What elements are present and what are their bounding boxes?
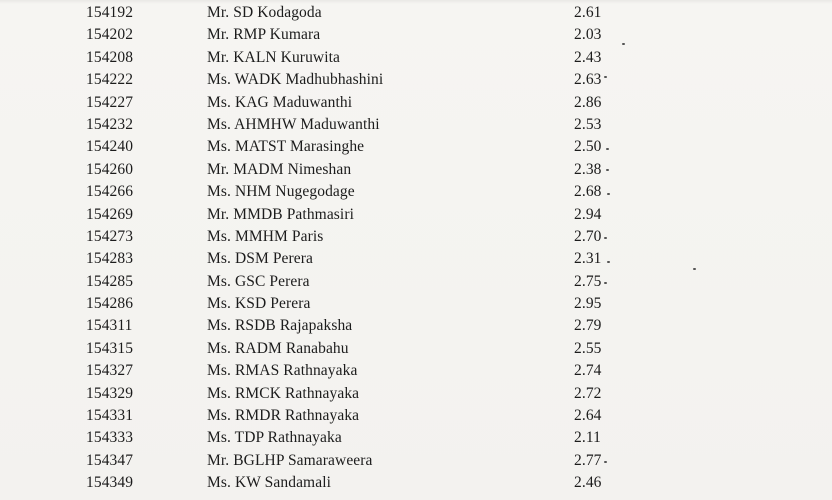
student-name: Mr. MADM Nimeshan [207, 160, 352, 178]
gpa-value: 2.95 [574, 295, 602, 313]
gpa-value: 2.11 [574, 429, 601, 447]
gpa-value: 2.03 [574, 26, 602, 44]
scan-speck [604, 237, 607, 239]
table-row [0, 472, 832, 494]
student-name: Mr. RMP Kumara [207, 26, 321, 44]
gpa-value: 2.79 [574, 317, 602, 335]
table-row [0, 159, 832, 181]
table-row [0, 248, 832, 270]
scan-speck [606, 148, 609, 150]
gpa-value: 2.55 [574, 339, 602, 357]
scan-speck [622, 43, 625, 45]
table-row [0, 360, 832, 382]
registration-number: 154266 [86, 183, 134, 201]
scan-speck [607, 193, 610, 195]
gpa-value: 2.94 [574, 205, 602, 223]
student-name: Mr. SD Kodagoda [207, 4, 322, 21]
registration-number: 154349 [86, 474, 134, 492]
registration-number: 154208 [86, 48, 134, 66]
registration-number: 154285 [86, 272, 134, 290]
registration-number: 154347 [86, 451, 134, 469]
student-name: Ms. WADK Madhubhashini [207, 71, 384, 89]
table-row [0, 204, 832, 226]
scan-speck [604, 461, 607, 463]
registration-number: 154192 [86, 4, 134, 21]
student-name: Ms. KW Sandamali [207, 474, 332, 492]
table-row [0, 338, 832, 360]
gpa-value: 2.70 [574, 227, 602, 245]
registration-number: 154222 [86, 71, 134, 89]
table-row [0, 427, 832, 449]
table-row [0, 315, 832, 337]
table-row [0, 24, 832, 46]
student-name: Ms. KSD Perera [207, 295, 311, 313]
table-row [0, 92, 832, 114]
gpa-value: 2.77 [574, 451, 602, 469]
scan-speck [607, 261, 610, 263]
student-name: Ms. NHM Nugegodage [207, 183, 355, 201]
scan-speck [604, 282, 607, 284]
registration-number: 154329 [86, 384, 134, 402]
table-row [0, 293, 832, 315]
registration-number: 154260 [86, 160, 134, 178]
gpa-value: 2.31 [574, 250, 602, 268]
table-row [0, 69, 832, 91]
registration-number: 154327 [86, 362, 134, 380]
gpa-value: 2.61 [574, 4, 602, 21]
registration-number: 154227 [86, 93, 134, 111]
student-name: Ms. GSC Perera [207, 272, 310, 290]
gpa-value: 2.75 [574, 272, 602, 290]
scan-speck [693, 268, 696, 270]
student-name: Ms. RMCK Rathnayaka [207, 384, 360, 402]
table-row [0, 450, 832, 472]
student-name: Mr. BGLHP Samaraweera [207, 451, 373, 469]
registration-number: 154202 [86, 26, 134, 44]
scan-speck [604, 76, 607, 78]
registration-number: 154240 [86, 138, 134, 156]
student-name: Ms. KAG Maduwanthi [207, 93, 353, 111]
student-name: Ms. RMAS Rathnayaka [207, 362, 358, 380]
student-name: Ms. TDP Rathnayaka [207, 429, 342, 447]
table-row [0, 181, 832, 203]
table-row [0, 383, 832, 405]
gpa-value: 2.63 [574, 71, 602, 89]
table-row [0, 271, 832, 293]
table-row [0, 2, 832, 24]
registration-number: 154311 [86, 317, 133, 335]
gpa-value: 2.50 [574, 138, 602, 156]
table-row [0, 226, 832, 248]
student-name: Ms. RMDR Rathnayaka [207, 407, 360, 425]
gpa-value: 2.72 [574, 384, 602, 402]
registration-number: 154286 [86, 295, 134, 313]
registration-number: 154315 [86, 339, 134, 357]
gpa-value: 2.68 [574, 183, 602, 201]
gpa-value: 2.74 [574, 362, 602, 380]
gpa-value: 2.53 [574, 115, 602, 133]
student-name: Ms. MMHM Paris [207, 227, 324, 245]
table-row [0, 114, 832, 136]
gpa-value: 2.46 [574, 474, 602, 492]
student-results-list [0, 2, 832, 495]
registration-number: 154331 [86, 407, 134, 425]
student-name: Ms. MATST Marasinghe [207, 138, 365, 156]
table-row [0, 136, 832, 158]
gpa-value: 2.43 [574, 48, 602, 66]
registration-number: 154273 [86, 227, 134, 245]
registration-number: 154333 [86, 429, 134, 447]
table-row [0, 405, 832, 427]
gpa-value: 2.64 [574, 407, 602, 425]
gpa-value: 2.86 [574, 93, 602, 111]
student-name: Ms. AHMHW Maduwanthi [207, 115, 380, 133]
scan-speck [606, 169, 609, 171]
registration-number: 154283 [86, 250, 134, 268]
student-name: Ms. DSM Perera [207, 250, 314, 268]
table-row [0, 47, 832, 69]
registration-number: 154232 [86, 115, 134, 133]
student-name: Mr. KALN Kuruwita [207, 48, 341, 66]
gpa-value: 2.38 [574, 160, 602, 178]
student-name: Ms. RSDB Rajapaksha [207, 317, 353, 335]
registration-number: 154269 [86, 205, 134, 223]
student-name: Ms. RADM Ranabahu [207, 339, 349, 357]
student-name: Mr. MMDB Pathmasiri [207, 205, 355, 223]
